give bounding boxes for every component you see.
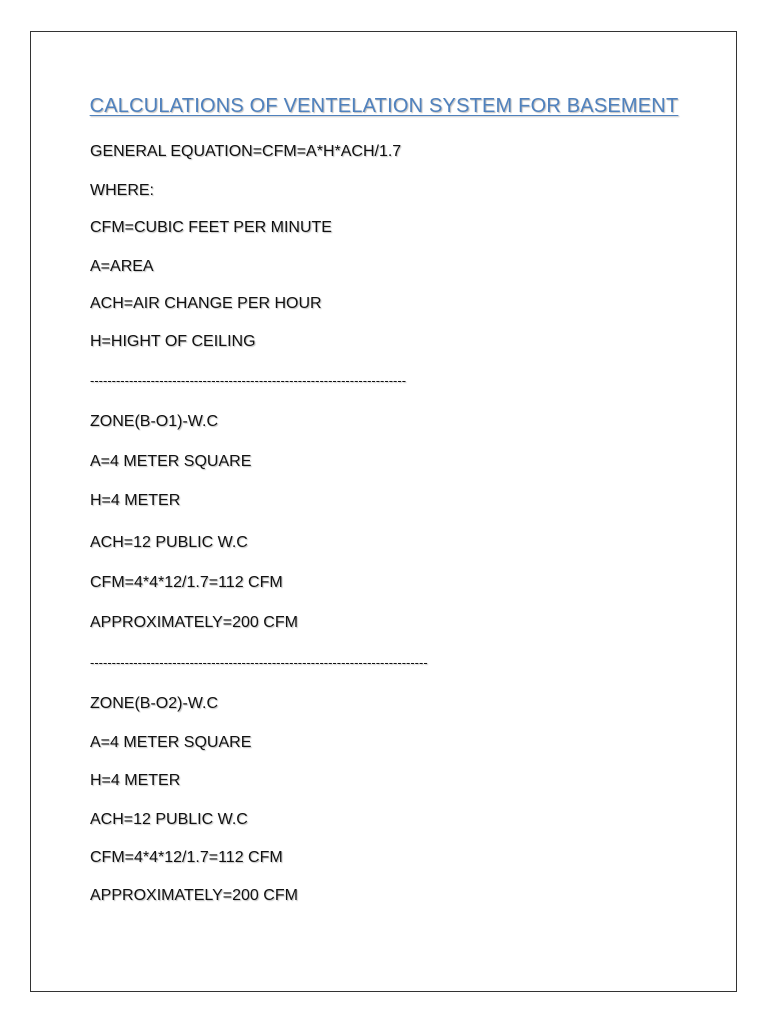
general-equation: GENERAL EQUATION=CFM=A*H*ACH/1.7 [90,143,402,160]
document-page [30,31,737,992]
where-label: WHERE: [90,182,154,199]
separator-line: ------------------------------------------------------------------------------ [90,655,428,670]
zone-2-area: A=4 METER SQUARE [90,734,252,751]
zone-1-cfm: CFM=4*4*12/1.7=112 CFM [90,574,283,591]
definition-ach: ACH=AIR CHANGE PER HOUR [90,295,322,312]
zone-1-area: A=4 METER SQUARE [90,453,252,470]
definition-cfm: CFM=CUBIC FEET PER MINUTE [90,219,332,236]
zone-1-heading: ZONE(B-O1)-W.C [90,413,218,430]
separator-line: ------------------------------------------------------------------------- [90,373,407,388]
definition-height: H=HIGHT OF CEILING [90,333,256,350]
zone-2-height: H=4 METER [90,772,181,789]
zone-1-approx: APPROXIMATELY=200 CFM [90,614,298,631]
definition-area: A=AREA [90,258,154,275]
zone-2-cfm: CFM=4*4*12/1.7=112 CFM [90,849,283,866]
zone-2-heading: ZONE(B-O2)-W.C [90,695,218,712]
document-title: CALCULATIONS OF VENTELATION SYSTEM FOR BASEMENT [89,95,679,117]
zone-1-ach: ACH=12 PUBLIC W.C [90,534,248,551]
zone-2-ach: ACH=12 PUBLIC W.C [90,811,248,828]
zone-1-height: H=4 METER [90,492,181,509]
zone-2-approx: APPROXIMATELY=200 CFM [90,887,298,904]
